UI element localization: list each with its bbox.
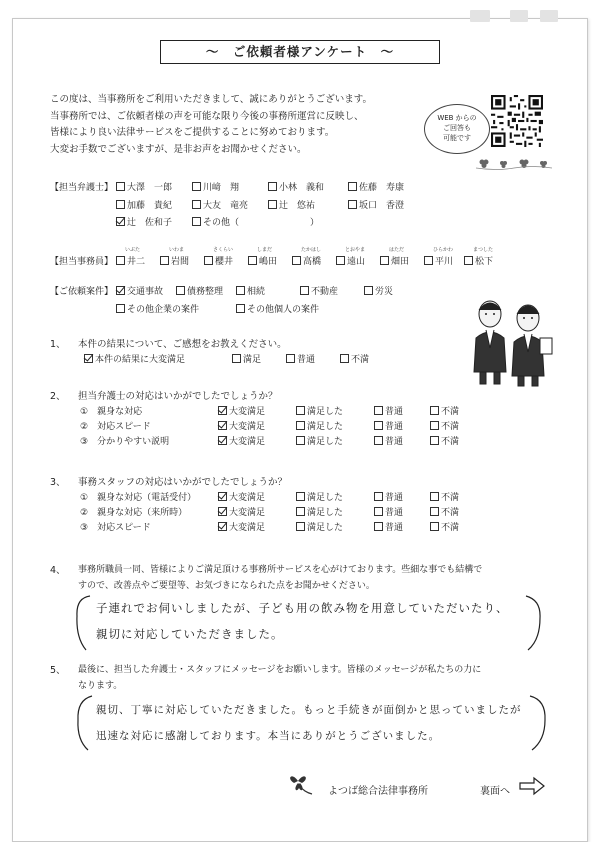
redacted-block — [510, 10, 528, 22]
lawyer-option[interactable] — [348, 198, 404, 211]
q5-question-line: 最後に、担当した弁護士・スタッフにメッセージをお願いします。皆様のメッセージが私たちの力に — [78, 665, 482, 675]
lawyer-option-label: 川﨑 翔 — [203, 183, 240, 193]
lawyer-option[interactable] — [116, 198, 172, 211]
q3-choice-label: 満足した — [307, 508, 344, 518]
lawyer-option-label: 佐藤 寿康 — [359, 183, 405, 193]
q2-choice[interactable] — [374, 434, 403, 447]
checkbox[interactable] — [218, 522, 227, 531]
staff-ruby: いわま — [169, 247, 185, 253]
q1-number: 1、 — [50, 339, 66, 350]
q2-choice-label: 不満 — [441, 437, 460, 447]
case-type-option-label: 交通事故 — [127, 287, 164, 297]
checkbox[interactable] — [374, 522, 383, 531]
q3-choice[interactable] — [218, 520, 265, 533]
case-type-option[interactable] — [176, 284, 223, 297]
checkbox[interactable] — [116, 200, 125, 209]
q4-number: 4、 — [50, 565, 66, 576]
q3-choice[interactable] — [430, 490, 459, 503]
checkbox[interactable] — [296, 492, 305, 501]
checkbox[interactable] — [116, 217, 125, 226]
checkbox[interactable] — [204, 256, 213, 265]
q2-choice[interactable] — [296, 404, 343, 417]
q2-choice-label: 普通 — [385, 437, 404, 447]
q3-choice-label: 大変満足 — [229, 493, 266, 503]
checkbox[interactable] — [296, 406, 305, 415]
checkbox[interactable] — [248, 256, 257, 265]
checkbox[interactable] — [374, 421, 383, 430]
q2-choice-label: 不満 — [441, 422, 460, 432]
checkbox[interactable] — [296, 522, 305, 531]
web-answer-bubble — [424, 104, 490, 154]
bubble-line: WEB からの — [437, 114, 477, 122]
firm-name: よつば総合法律事務所 — [328, 786, 428, 797]
q2-question: 担当弁護士の対応はいかがでしたでしょうか？ — [78, 391, 278, 402]
q1-option-label: 不満 — [351, 355, 370, 365]
staff-option-label: 遠山 — [347, 257, 366, 267]
staff-option-label: 松下 — [475, 257, 494, 267]
lawyer-option[interactable] — [268, 198, 315, 211]
staff-option[interactable] — [248, 254, 277, 267]
redacted-block — [540, 10, 558, 22]
staff-option[interactable] — [464, 254, 493, 267]
bubble-line: ご回答も — [443, 124, 471, 132]
intro-line: この度は、当事務所をご利用いただきまして、誠にありがとうございます。 — [50, 94, 373, 105]
q2-choice[interactable] — [296, 419, 343, 432]
checkbox[interactable] — [374, 492, 383, 501]
lawyer-option[interactable] — [348, 180, 404, 193]
staff-option[interactable] — [204, 254, 233, 267]
intro-line: 大変お手数でございますが、是非お声をお聞かせください。 — [50, 143, 307, 155]
case-type-option-label: その他個人の案件 — [247, 305, 320, 315]
checkbox[interactable] — [116, 304, 125, 313]
lawyer-option[interactable] — [116, 215, 172, 228]
q3-choice[interactable] — [218, 505, 265, 518]
q3-choice-label: 不満 — [441, 508, 460, 518]
checkbox[interactable] — [336, 256, 345, 265]
q2-number: 2、 — [50, 391, 66, 402]
q3-choice[interactable] — [296, 505, 343, 518]
case-type-option-label: 相続 — [247, 287, 266, 297]
q2-choice-label: 大変満足 — [229, 422, 266, 432]
q2-choice-label: 普通 — [385, 407, 404, 417]
q2-choice-label: 満足した — [307, 437, 344, 447]
case-type-option[interactable] — [364, 284, 393, 297]
staff-option-label: 嶋田 — [259, 257, 278, 267]
checkbox[interactable] — [268, 200, 277, 209]
q4-question-line: すので、改善点やご要望等、お気づきになられた点をお聞かせください。 — [78, 581, 375, 591]
q5-question-line: なります。 — [78, 681, 123, 691]
q1-option[interactable] — [286, 352, 315, 365]
q2-choice-label: 満足した — [307, 422, 344, 432]
checkbox[interactable] — [292, 256, 301, 265]
checkbox[interactable] — [218, 492, 227, 501]
staff-option-label: 岩間 — [171, 257, 190, 267]
case-type-label: 【ご依頼案件】 — [50, 287, 114, 297]
q3-choice[interactable] — [374, 490, 403, 503]
q3-choice[interactable] — [374, 520, 403, 533]
staff-ruby: さくらい — [213, 247, 234, 253]
q1-option-label: 本件の結果に大変満足 — [95, 355, 186, 365]
q3-row-label: ③ 対応スピード — [80, 523, 151, 533]
lawyer-option[interactable] — [192, 198, 248, 211]
case-type-option[interactable] — [236, 284, 265, 297]
staff-option[interactable] — [336, 254, 365, 267]
checkbox[interactable] — [84, 354, 93, 363]
q2-choice[interactable] — [374, 419, 403, 432]
q2-choice-label: 不満 — [441, 407, 460, 417]
q3-choice-label: 不満 — [441, 523, 460, 533]
lawyer-option[interactable] — [268, 180, 324, 193]
staff-option[interactable] — [292, 254, 321, 267]
q3-choice[interactable] — [296, 490, 343, 503]
checkbox[interactable] — [296, 507, 305, 516]
checkbox[interactable] — [116, 256, 125, 265]
q3-question: 事務スタッフの対応はいかがでしたでしょうか？ — [78, 477, 288, 488]
q1-question: 本件の結果について、ご感想をお教えください。 — [78, 339, 287, 350]
checkbox[interactable] — [160, 256, 169, 265]
checkbox[interactable] — [286, 354, 295, 363]
checkbox[interactable] — [348, 200, 357, 209]
q3-choice-label: 大変満足 — [229, 523, 266, 533]
checkbox[interactable] — [300, 286, 309, 295]
checkbox[interactable] — [348, 182, 357, 191]
lawyer-option[interactable] — [192, 180, 239, 193]
arrow-right-icon[interactable] — [518, 776, 546, 796]
page-title: 〜 ご依頼者様アンケート 〜 — [160, 40, 440, 64]
checkbox[interactable] — [192, 182, 201, 191]
checkbox[interactable] — [296, 421, 305, 430]
q4-answer-text[interactable]: 子連れでお伺いしましたが、子ども用の飲み物を用意していただいたり、 — [96, 601, 509, 615]
checkbox[interactable] — [116, 286, 125, 295]
staff-option[interactable] — [380, 254, 409, 267]
staff-ruby: いぶた — [125, 247, 141, 253]
q3-choice[interactable] — [296, 520, 343, 533]
q3-choice-label: 普通 — [385, 523, 404, 533]
intro-text — [50, 92, 372, 158]
clover-decoration-icon — [476, 156, 552, 172]
staff-option[interactable] — [424, 254, 453, 267]
q3-row-label: ① 親身な対応（電話受付） — [80, 493, 197, 503]
checkbox[interactable] — [374, 406, 383, 415]
checkbox[interactable] — [296, 436, 305, 445]
q1-option[interactable] — [84, 352, 185, 365]
lawyer-option[interactable] — [116, 180, 172, 193]
q1-option-label: 普通 — [297, 355, 316, 365]
checkbox[interactable] — [364, 286, 373, 295]
staff-option-label: 高橋 — [303, 257, 322, 267]
q2-choice[interactable] — [296, 434, 343, 447]
q2-choice[interactable] — [374, 404, 403, 417]
intro-line: 当事務所では、ご依頼者様の声を可能な限り今後の事務所運営に反映し、 — [50, 110, 364, 122]
q2-choice-label: 普通 — [385, 422, 404, 432]
staff-ruby: まつした — [473, 247, 494, 253]
checkbox[interactable] — [430, 507, 439, 516]
intro-line: 皆様により良い法律サービスをご提供することに努めております。 — [50, 127, 335, 138]
q2-choice[interactable] — [218, 434, 265, 447]
q1-option[interactable] — [232, 352, 261, 365]
checkbox[interactable] — [218, 507, 227, 516]
q3-choice-label: 満足した — [307, 493, 344, 503]
staff-option-label: 畑田 — [391, 257, 410, 267]
lawyer-option-label: 坂口 香澄 — [359, 201, 405, 211]
q4-answer-text[interactable]: 親切に対応していただきました。 — [96, 627, 284, 641]
checkbox[interactable] — [192, 217, 201, 226]
q5-number: 5、 — [50, 665, 66, 676]
checkbox[interactable] — [232, 354, 241, 363]
q2-row-label: ③ 分かりやすい説明 — [80, 437, 170, 447]
staff-option-label: 櫻井 — [215, 257, 234, 267]
clover-logo-icon — [284, 768, 324, 796]
lawyer-option[interactable] — [192, 215, 239, 228]
checkbox[interactable] — [192, 200, 201, 209]
qr-code-icon[interactable] — [491, 95, 543, 147]
lawyer-option-label: 辻 佐和子 — [127, 218, 173, 228]
case-type-option[interactable] — [236, 302, 319, 315]
bubble-line: 可能です — [443, 134, 471, 142]
checkbox[interactable] — [374, 507, 383, 516]
case-type-option-label: 労災 — [375, 287, 394, 297]
case-type-option[interactable] — [116, 302, 199, 315]
lawyer-option-label: 小林 義和 — [279, 183, 325, 193]
checkbox[interactable] — [430, 436, 439, 445]
lawyer-option-label: 加藤 貴紀 — [127, 201, 173, 211]
q3-choice-label: 普通 — [385, 493, 404, 503]
q3-choice[interactable] — [430, 505, 459, 518]
q5-answer-text[interactable]: 迅速な対応に感謝しております。本当にありがとうございました。 — [96, 730, 441, 742]
checkbox[interactable] — [236, 286, 245, 295]
q2-choice[interactable] — [430, 404, 459, 417]
q3-number: 3、 — [50, 477, 66, 488]
q2-choice[interactable] — [218, 404, 265, 417]
staff-ruby: しまだ — [257, 247, 273, 253]
q2-choice-label: 大変満足 — [229, 437, 266, 447]
checkbox[interactable] — [176, 286, 185, 295]
lawyer-other-close: ） — [310, 218, 320, 228]
staff-label: 【担当事務員】 — [50, 257, 114, 267]
staff-option[interactable] — [160, 254, 189, 267]
staff-option[interactable] — [116, 254, 145, 267]
q2-choice-label: 大変満足 — [229, 407, 266, 417]
case-type-option-label: その他企業の案件 — [127, 305, 200, 315]
checkbox[interactable] — [218, 406, 227, 415]
checkbox[interactable] — [380, 256, 389, 265]
back-side-label: 裏面へ — [480, 786, 510, 797]
checkbox[interactable] — [218, 421, 227, 430]
lawyer-option-label: 辻 悠祐 — [279, 201, 316, 211]
q3-choice[interactable] — [218, 490, 265, 503]
q2-choice[interactable] — [218, 419, 265, 432]
staff-ruby: ひらかわ — [433, 247, 454, 253]
lawyer-label: 【担当弁護士】 — [50, 183, 114, 193]
checkbox[interactable] — [116, 182, 125, 191]
q2-choice-label: 満足した — [307, 407, 344, 417]
staff-ruby: はただ — [389, 247, 405, 253]
staff-ruby: とおやま — [345, 247, 366, 253]
q2-row-label: ① 親身な対応 — [80, 407, 143, 417]
q3-row-label: ② 親身な対応（来所時） — [80, 508, 188, 518]
checkbox[interactable] — [430, 522, 439, 531]
checkbox[interactable] — [430, 492, 439, 501]
checkbox[interactable] — [268, 182, 277, 191]
q2-choice[interactable] — [430, 419, 459, 432]
q1-option-label: 満足 — [243, 355, 262, 365]
q5-answer-text[interactable]: 親切、丁寧に対応していただきました。もっと手続きが面倒かと思っていましたが — [96, 704, 522, 716]
q3-choice[interactable] — [374, 505, 403, 518]
checkbox[interactable] — [236, 304, 245, 313]
case-type-option[interactable] — [300, 284, 338, 297]
case-type-option-label: 債務整理 — [187, 287, 224, 297]
q3-choice-label: 不満 — [441, 493, 460, 503]
q3-choice-label: 大変満足 — [229, 508, 266, 518]
checkbox[interactable] — [340, 354, 349, 363]
q4-question-line: 事務所職員一同、皆様によりご満足頂ける事務所サービスを心がけております。些細な事でも結構で — [78, 565, 483, 575]
checkbox[interactable] — [464, 256, 473, 265]
q1-option[interactable] — [340, 352, 369, 365]
lawyer-option-label: その他（ — [203, 218, 240, 228]
lawyer-option-label: 大友 竜亮 — [203, 201, 249, 211]
checkbox[interactable] — [218, 436, 227, 445]
lawyers-illustration — [462, 292, 558, 388]
checkbox[interactable] — [374, 436, 383, 445]
q3-choice-label: 満足した — [307, 523, 344, 533]
q2-choice[interactable] — [430, 434, 459, 447]
lawyer-option-label: 大澤 一郎 — [127, 183, 173, 193]
checkbox[interactable] — [430, 406, 439, 415]
checkbox[interactable] — [430, 421, 439, 430]
staff-ruby: たかはし — [301, 247, 322, 253]
q2-row-label: ② 対応スピード — [80, 422, 151, 432]
q3-choice-label: 普通 — [385, 508, 404, 518]
redacted-block — [470, 10, 490, 22]
case-type-option[interactable] — [116, 284, 163, 297]
case-type-option-label: 不動産 — [311, 287, 339, 297]
checkbox[interactable] — [424, 256, 433, 265]
staff-option-label: 平川 — [435, 257, 454, 267]
staff-option-label: 井二 — [127, 257, 146, 267]
q3-choice[interactable] — [430, 520, 459, 533]
